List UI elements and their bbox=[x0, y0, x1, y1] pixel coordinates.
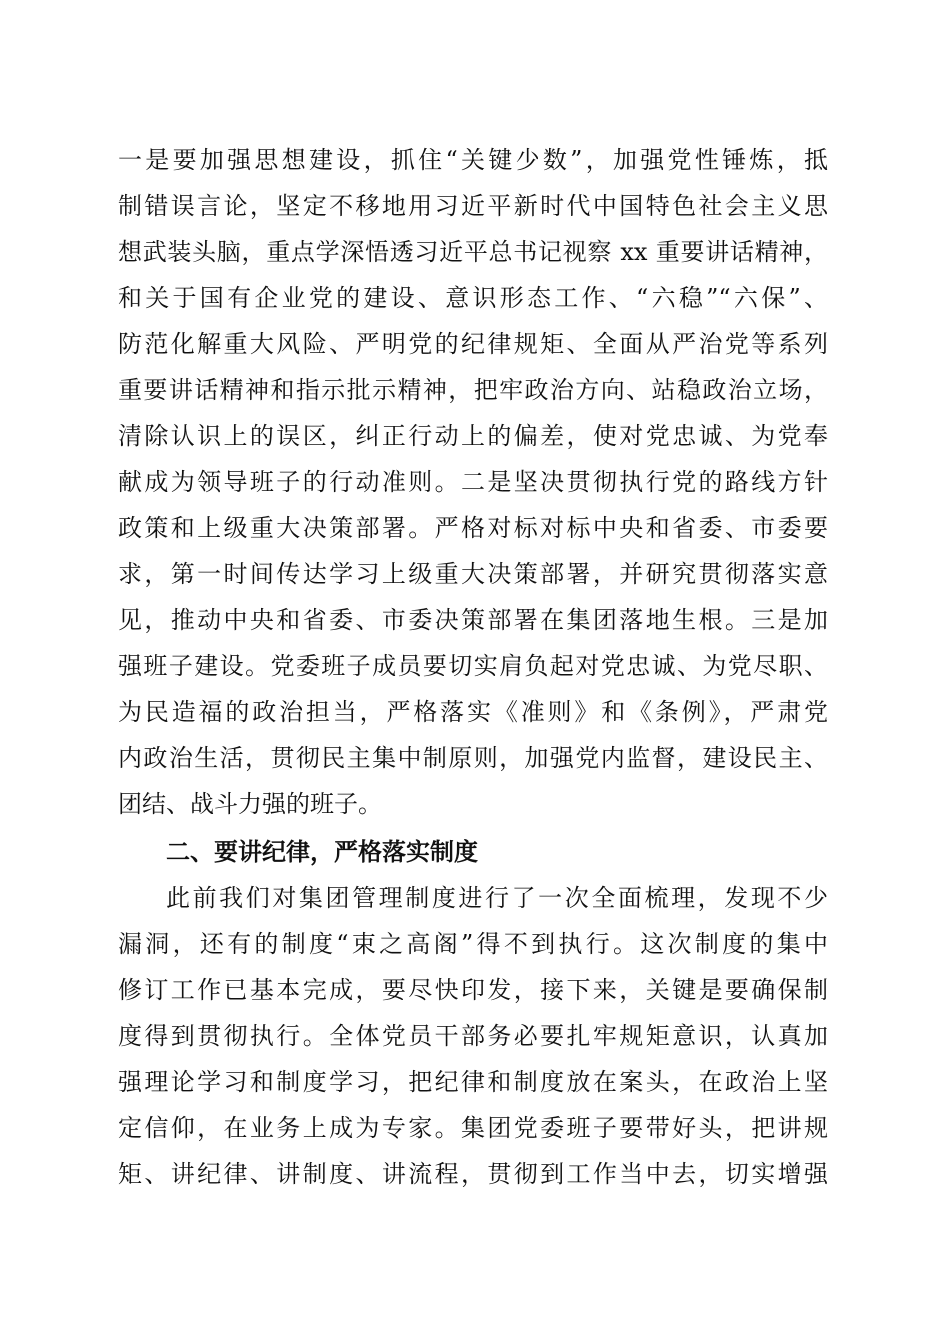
paragraph-line: 见，推动中央和省委、市委决策部署在集团落地生根。三是加 bbox=[118, 606, 828, 634]
paragraph-line: 团结、战斗力强的班子。 bbox=[118, 790, 382, 818]
paragraph-line: 为民造福的政治担当，严格落实《准则》和《条例》，严肃党 bbox=[118, 698, 828, 726]
paragraph-line: 矩、讲纪律、讲制度、讲流程，贯彻到工作当中去，切实增强 bbox=[118, 1160, 828, 1188]
paragraph-line: 和关于国有企业党的建设、意识形态工作、“六稳”“六保”、 bbox=[118, 284, 828, 312]
paragraph-line: 度得到贯彻执行。全体党员干部务必要扎牢规矩意识，认真加 bbox=[118, 1022, 828, 1050]
paragraph-line: 修订工作已基本完成，要尽快印发，接下来，关键是要确保制 bbox=[118, 976, 828, 1004]
paragraph-line: 强班子建设。党委班子成员要切实肩负起对党忠诚、为党尽职、 bbox=[118, 652, 828, 680]
paragraph-line: 献成为领导班子的行动准则。二是坚决贯彻执行党的路线方针 bbox=[118, 468, 828, 496]
paragraph-line: 漏洞，还有的制度“束之高阁”得不到执行。这次制度的集中 bbox=[118, 930, 828, 958]
paragraph-line: 强理论学习和制度学习，把纪律和制度放在案头，在政治上坚 bbox=[118, 1068, 828, 1096]
paragraph-line: 清除认识上的误区，纠正行动上的偏差，使对党忠诚、为党奉 bbox=[118, 422, 828, 450]
section-heading: 二、要讲纪律，严格落实制度 bbox=[166, 838, 478, 866]
paragraph-line: 内政治生活，贯彻民主集中制原则，加强党内监督，建设民主、 bbox=[118, 744, 828, 772]
paragraph-line: 想武装头脑，重点学深悟透习近平总书记视察 xx 重要讲话精神， bbox=[118, 238, 828, 266]
paragraph-line: 重要讲话精神和指示批示精神，把牢政治方向、站稳政治立场， bbox=[118, 376, 828, 404]
paragraph-line: 求，第一时间传达学习上级重大决策部署，并研究贯彻落实意 bbox=[118, 560, 828, 588]
paragraph-line: 定信仰，在业务上成为专家。集团党委班子要带好头，把讲规 bbox=[118, 1114, 828, 1142]
paragraph-line: 政策和上级重大决策部署。严格对标对标中央和省委、市委要 bbox=[118, 514, 828, 542]
paragraph-line: 防范化解重大风险、严明党的纪律规矩、全面从严治党等系列 bbox=[118, 330, 828, 358]
paragraph-line: 一是要加强思想建设，抓住“关键少数”，加强党性锤炼，抵 bbox=[118, 146, 828, 174]
paragraph-line: 此前我们对集团管理制度进行了一次全面梳理，发现不少 bbox=[166, 884, 828, 912]
paragraph-line: 制错误言论，坚定不移地用习近平新时代中国特色社会主义思 bbox=[118, 192, 828, 220]
